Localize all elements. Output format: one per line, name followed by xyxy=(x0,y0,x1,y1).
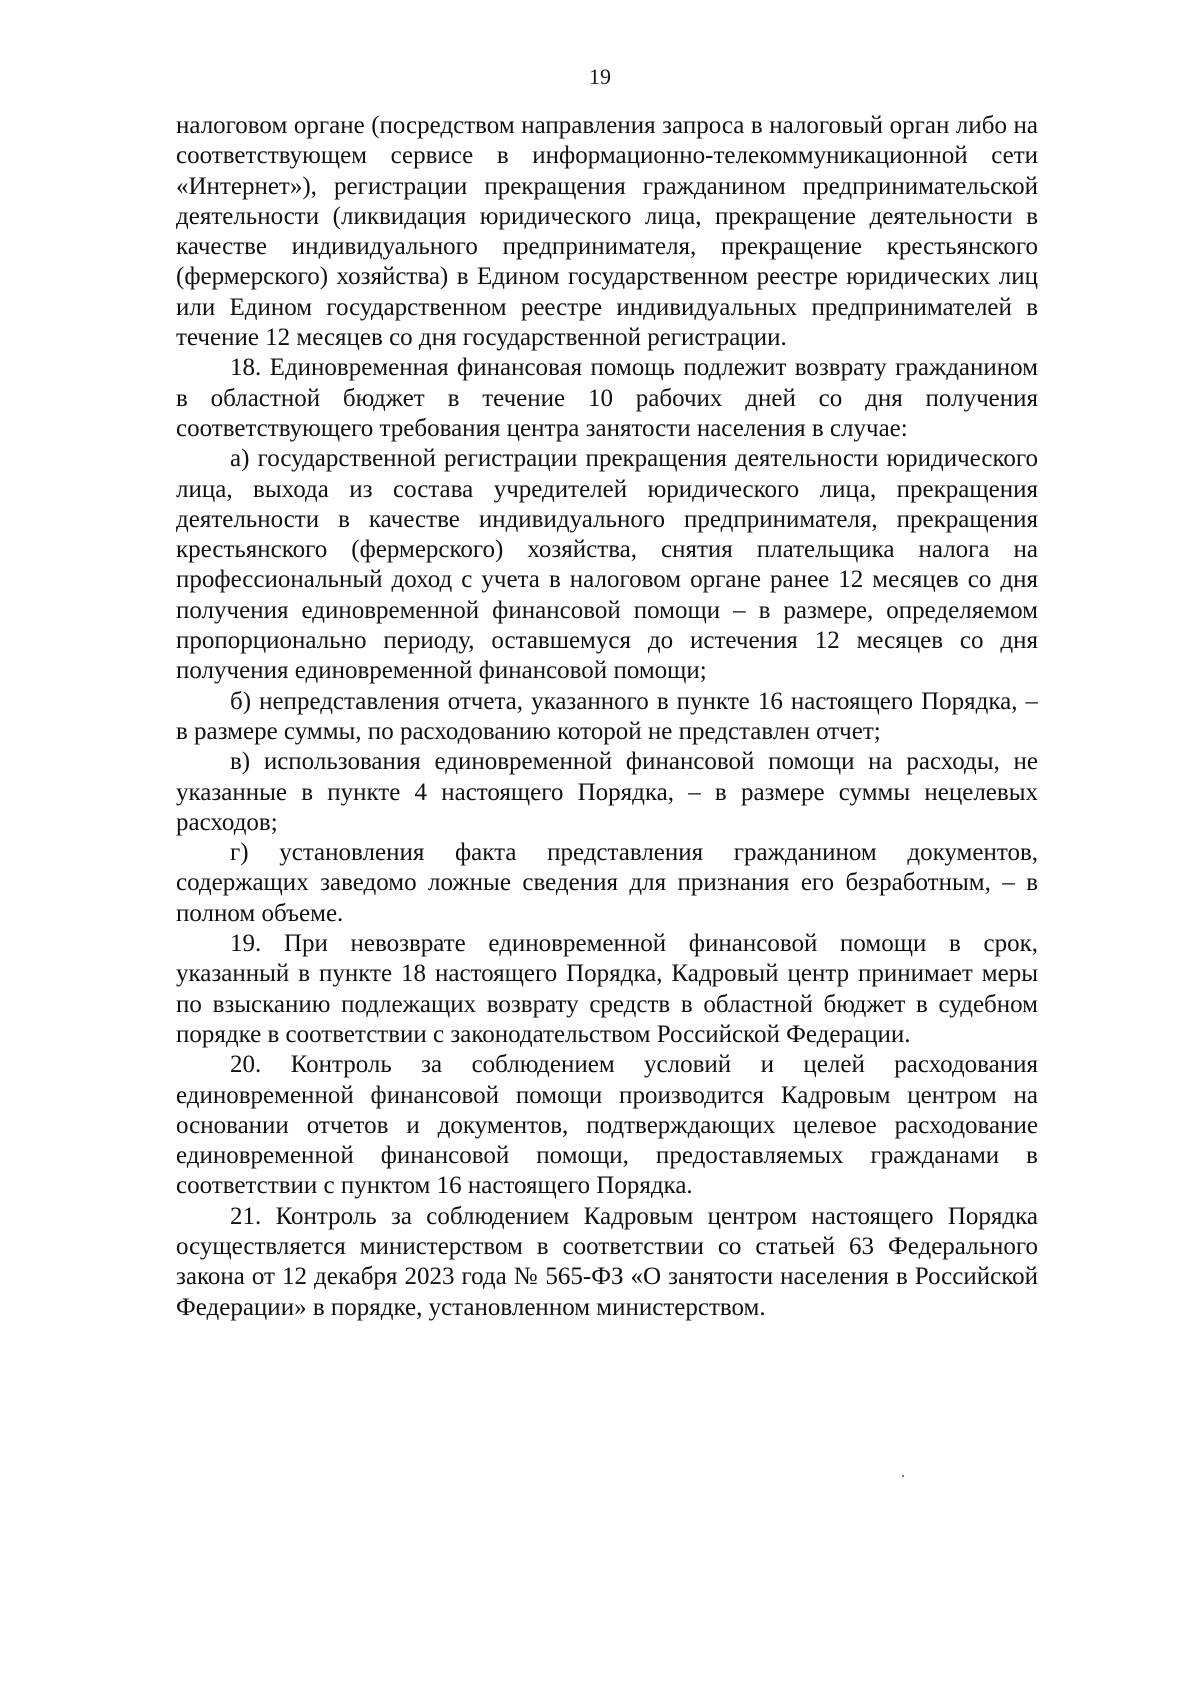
page-number: 19 xyxy=(589,64,611,89)
paragraph-item-20: 20. Контроль за соблюдением условий и целей расходования единовременной финансовой помощи производится Кадровым центром на основании отчетов и документов, подтверждающих целевое расходование единовременной финансовой помощи, предоставляемых гражданами в соответствии с пунктом 16 настоящего Порядка. xyxy=(176,1051,1038,1200)
paragraph-subitem-v: в) использования единовременной финансовой помощи на расходы, не указанные в пункте 4 настоящего Порядка, – в размере суммы нецелевых расходов; xyxy=(176,748,1038,836)
paragraph-item-19: 19. При невозврате единовременной финансовой помощи в срок, указанный в пункте 18 настоящего Порядка, Кадровый центр принимает меры по взысканию подлежащих возврату средств в областной бюджет в судебном порядке в соответствии с законодательством Российской Федерации. xyxy=(176,930,1038,1048)
paragraph-subitem-a: а) государственной регистрации прекращения деятельности юридического лица, выхода из состава учредителей юридического лица, прекращения деятельности в качестве индивидуального предпринимателя, прекращения крестьянского (фермерского) хозяйства, снятия плательщика налога на профессиональный доход с учета в налоговом органе ранее 12 месяцев со дня получения единовременной финансовой помощи – в размере, определяемом пропорционально периоду, оставшемуся до истечения 12 месяцев со дня получения единовременной финансовой помощи; xyxy=(176,445,1038,685)
paragraph-item-18: 18. Единовременная финансовая помощь подлежит возврату гражданином в областной бюджет в течение 10 рабочих дней со дня получения соответствующего требования центра занятости населения в случае: xyxy=(176,354,1038,442)
document-body xyxy=(176,111,1038,1323)
paragraph-continuation: налоговом органе (посредством направления запроса в налоговый орган либо на соответствующем сервисе в информационно-телекоммуникационной сети «Интернет»), регистрации прекращения гражданином предпринимательской деятельности (ликвидация юридического лица, прекращение деятельности в качестве индивидуального предпринимателя, прекращение крестьянского (фермерского) хозяйства) в Едином государственном реестре юридических лиц или Едином государственном реестре индивидуальных предпринимателей в течение 12 месяцев со дня государственной регистрации. xyxy=(176,112,1038,352)
scan-speck xyxy=(902,1475,904,1477)
paragraph-item-21: 21. Контроль за соблюдением Кадровым центром настоящего Порядка осуществляется министерством в соответствии со статьей 63 Федерального закона от 12 декабря 2023 года № 565-ФЗ «О занятости населения в Российской Федерации» в порядке, установленном министерством. xyxy=(176,1202,1038,1321)
paragraph-subitem-g: г) установления факта представления гражданином документов, содержащих заведомо ложные сведения для признания его безработным, – в полном объеме. xyxy=(176,839,1038,927)
paragraph-subitem-b: б) непредставления отчета, указанного в пункте 16 настоящего Порядка, – в размере суммы, по расходованию которой не представлен отчет; xyxy=(176,687,1038,745)
